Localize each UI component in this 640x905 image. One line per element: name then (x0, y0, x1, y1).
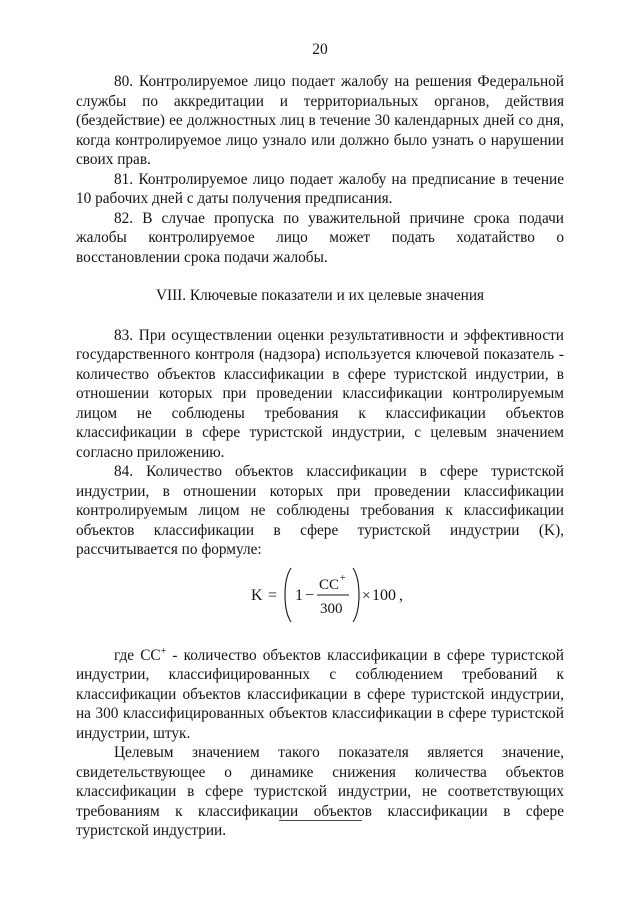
formula-trailing-comma: , (399, 586, 403, 604)
formula-numerator-sup: + (340, 572, 346, 584)
paragraph-target-value: Целевым значением такого показателя является значение, свидетельствующее о динамике снижения количества объектов классификации в сфере туристской индустрии, не соответствующих требованиям к классификации объектов классификации в сфере туристской индустрии. (76, 744, 564, 839)
paragraph-80: 80. Контролируемое лицо подает жалобу на решения Федеральной службы по аккредитации и территориальных органов, действия (бездействие) ее должностных лиц в течение 30 календарных дней со дня, когда контролируемое лицо узнало или должно было узнать о нарушении своих прав. (76, 73, 564, 168)
formula-variable-sup: + (160, 645, 167, 657)
formula-minus: − (305, 586, 315, 604)
formula-one: 1 (295, 586, 303, 604)
formula-times: × (362, 587, 371, 604)
formula-factor: 100 (372, 586, 396, 604)
formula-right-paren (353, 568, 359, 622)
formula-numerator: CC (319, 576, 340, 593)
paragraph-83: 83. При осуществлении оценки результативности и эффективности государственного контроля (надзора) используется ключевой показатель - количество объектов классификации в сфере туристской индустрии, в отношении которых при проведении классификации контролируемым лицом не соблюдены требования к классификации объектов классификации в сфере туристской индустрии, с целевым значением согласно приложению. (76, 326, 564, 461)
formula-explanation (76, 646, 564, 744)
formula-lhs: K (251, 586, 263, 604)
formula-variable-description: - количество объектов классификации в сфере туристской индустрии, классифицированных с соблюдением требований к классификации объектов классификации в сфере туристской индустрии, на 300 классифицированных объектов классификации в сфере туристской индустрии, штук. (76, 646, 564, 742)
formula-equals: = (268, 586, 278, 604)
end-divider (279, 820, 362, 821)
formula-variable: где СС (114, 646, 161, 664)
paragraph-81: 81. Контролируемое лицо подает жалобу на предписание в течение 10 рабочих дней с даты получения предписания. (76, 170, 564, 207)
formula-block (76, 562, 564, 628)
paragraph-84: 84. Количество объектов классификации в сфере туристской индустрии, в отношении которых при проведении классификации контролируемым лицом не соблюдены требования к классификации объектов классификации в сфере туристской индустрии (K), рассчитывается по формуле: (76, 463, 564, 558)
formula-denominator: 300 (320, 600, 343, 617)
formula-left-paren (285, 568, 291, 622)
paragraph-82: 82. В случае пропуска по уважительной причине срока подачи жалобы контролируемое лицо может подать ходатайство о восстановлении срока подачи жалобы. (76, 209, 564, 266)
page-number: 20 (312, 41, 328, 58)
document-body (76, 72, 564, 841)
formula-svg (251, 562, 411, 628)
section-heading: VIII. Ключевые показатели и их целевые значения (155, 287, 485, 304)
